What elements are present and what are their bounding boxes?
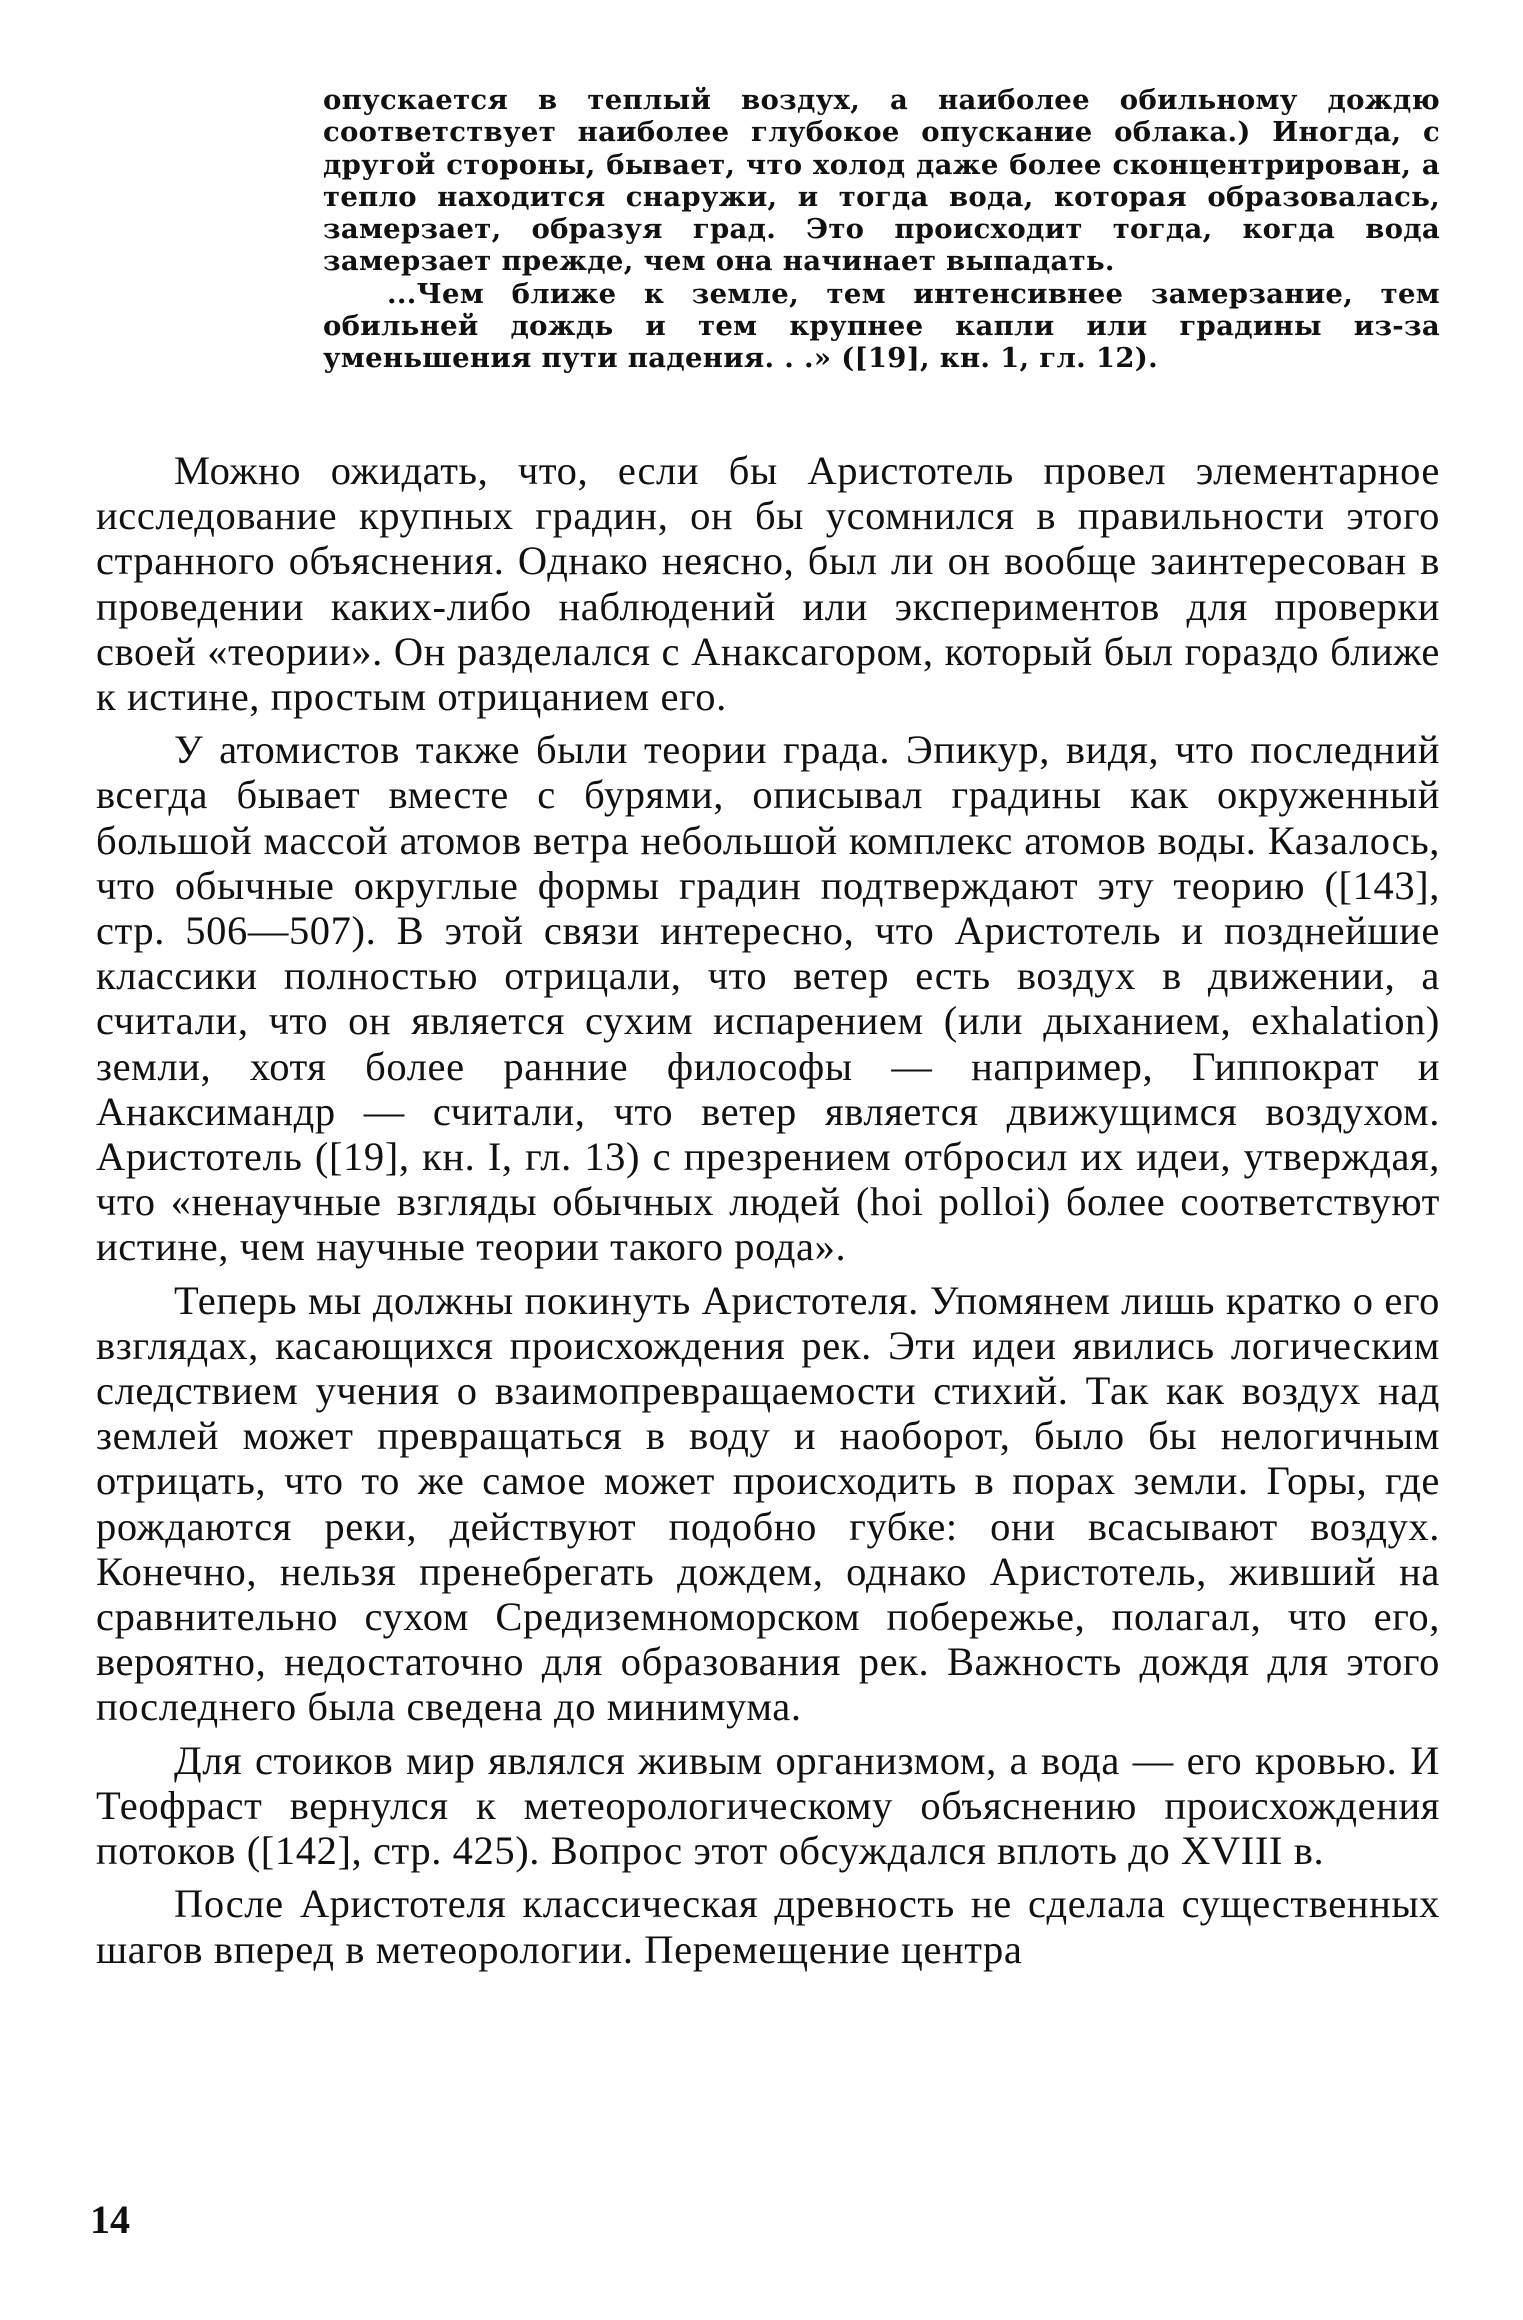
- quote-paragraph-2: ...Чем ближе к земле, тем интенсивнее замерзание, тем обильней дождь и тем крупнее капли или градины из-за уменьшения пути падения. . .» ([19], кн. 1, гл. 12).: [323, 277, 1440, 375]
- quote-paragraph-1: опускается в теплый воздух, а наиболее обильному дождю соответствует наиболее глубокое опускание облака.) Иногда, с другой стороны, бывает, что холод даже более сконцентрирован, а тепло находится снаружи, и тогда вода, которая образовалась, замерзает, образуя град. Это происходит тогда, когда вода замерзает прежде, чем она начинает выпадать.: [323, 84, 1440, 278]
- body-paragraph-3: Теперь мы должны покинуть Аристотеля. Упомянем лишь кратко о его взглядах, касающихся происхождения рек. Эти идеи явились логическим следствием учения о взаимопревращаемости стихий. Так как воздух над землей может превращаться в воду и наоборот, было бы нелогичным отрицать, что то же самое может происходить в порах земли. Горы, где рождаются реки, действуют подобно губке: они всасывают воздух. Конечно, нельзя пренебрегать дождем, однако Аристотель, живший на сравнительно сухом Средиземноморском побережье, полагал, что его, вероятно, недостаточно для образования рек. Важность дождя для этого последнего была сведена до минимума.: [96, 1277, 1440, 1730]
- quoted-passage: [323, 84, 1440, 375]
- page-number: 14: [90, 2197, 130, 2242]
- body-paragraph-1: Можно ожидать, что, если бы Аристотель провел элементарное исследование крупных градин, он бы усомнился в правильности этого странного объяснения. Однако неясно, был ли он вообще заинтересован в проведении каких-либо наблюдений или экспериментов для проверки своей «теории». Он разделался с Анаксагором, который был гораздо ближе к истине, простым отрицанием его.: [96, 448, 1440, 720]
- body-paragraph-2: У атомистов также были теории града. Эпикур, видя, что последний всегда бывает вместе с бурями, описывал градины как окруженный большой массой атомов ветра небольшой комплекс атомов воды. Казалось, что обычные округлые формы градин подтверждают эту теорию ([143], стр. 506—507). В этой связи интересно, что Аристотель и позднейшие классики полностью отрицали, что ветер есть воздух в движении, а считали, что он является сухим испарением (или дыханием, exhalation) земли, хотя более ранние философы — например, Гиппократ и Анаксимандр — считали, что ветер является движущимся воздухом. Аристотель ([19], кн. I, гл. 13) с презрением отбросил их идеи, утверждая, что «ненаучные взгляды обычных людей (hoi polloi) более соответствуют истине, чем научные теории такого рода».: [96, 727, 1440, 1270]
- body-paragraph-4: Для стоиков мир являлся живым организмом, а вода — его кровью. И Теофраст вернулся к метеорологическому объяснению происхождения потоков ([142], стр. 425). Вопрос этот обсуждался вплоть до XVIII в.: [96, 1737, 1440, 1874]
- body-paragraph-5: После Аристотеля классическая древность не сделала существенных шагов вперед в метеорологии. Перемещение центра: [96, 1881, 1440, 1972]
- main-text: [96, 448, 1440, 1972]
